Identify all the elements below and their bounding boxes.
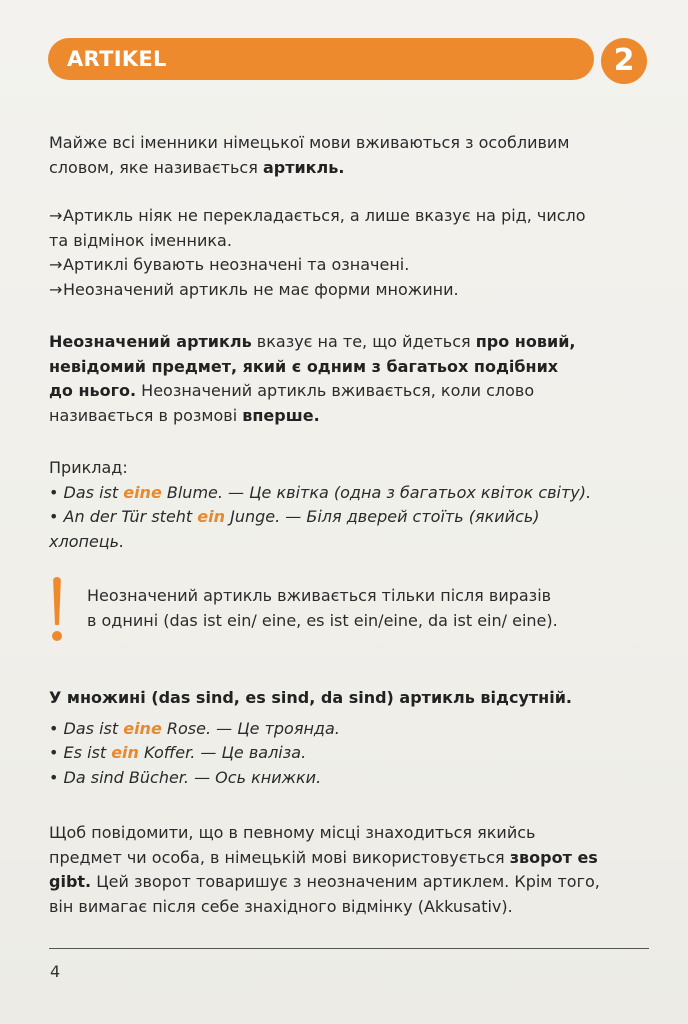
fact-item	[49, 278, 649, 303]
example-text: An der Tür steht	[63, 507, 198, 526]
arrow-icon: →	[49, 255, 63, 274]
paragraph-line	[49, 330, 649, 355]
chapter-number-badge	[601, 38, 647, 84]
example-text: Da sind Bücher. — Ось книжки.	[63, 767, 322, 787]
example-item	[49, 481, 649, 506]
example-text: Das ist	[63, 718, 124, 738]
page-number: 4	[50, 962, 61, 981]
paragraph-line	[49, 379, 649, 404]
example-heading: Приклад:	[49, 458, 128, 477]
plural-section	[49, 686, 649, 790]
section-title: ARTIKEL	[67, 47, 167, 71]
example-text: Blume. — Це квітка (одна з багатьох квіток світу).	[161, 482, 592, 502]
text: називається в розмові	[49, 405, 243, 425]
example-text: Es ist	[63, 743, 112, 762]
article-facts-list	[49, 204, 649, 302]
intro-paragraph	[49, 131, 649, 180]
example-item	[49, 766, 649, 791]
bold-term: Неозначений артикль	[49, 332, 252, 351]
example-text: Rose. — Це троянда.	[161, 718, 340, 738]
arrow-icon: →	[49, 206, 63, 225]
text: вказує на те, що йдеться	[251, 332, 476, 351]
article-highlight: eine	[123, 482, 162, 502]
intro-text: словом, яке називається	[49, 157, 263, 177]
example-text: Koffer. — Це валіза.	[138, 743, 307, 762]
example-item	[49, 741, 649, 766]
fact-text: Неозначений артикль не має форми множини.	[63, 279, 459, 299]
bullet: •	[49, 743, 59, 762]
paragraph-line	[49, 846, 649, 871]
paragraph-line	[49, 870, 649, 895]
fact-item	[49, 253, 649, 278]
section-header-bar	[48, 38, 594, 80]
example-text: Das ist	[63, 482, 124, 502]
example-item	[49, 505, 649, 530]
note-box	[87, 584, 647, 633]
bullet: •	[49, 767, 59, 787]
example-item	[49, 717, 649, 742]
fact-text: та відмінок іменника.	[49, 230, 232, 250]
bold-term: gibt.	[49, 872, 92, 891]
example-text: Junge. — Біля дверей стоїть (якийсь)	[225, 507, 540, 526]
indefinite-article-paragraph	[49, 330, 649, 428]
note-text: в однині (das ist ein/ eine, es ist ein/eine, da ist ein/ eine).	[87, 610, 558, 630]
chapter-number: 2	[613, 43, 635, 78]
example-text: хлопець.	[49, 531, 125, 551]
bold-term: вперше.	[242, 405, 320, 425]
text: Неозначений артикль вживається, коли слово	[136, 381, 535, 400]
paragraph-line	[49, 404, 649, 429]
bullet: •	[49, 507, 59, 526]
plural-heading	[49, 686, 649, 711]
fact-text: Артиклі бувають неозначені та означені.	[63, 255, 410, 274]
bullet: •	[49, 718, 59, 738]
paragraph-line	[49, 355, 649, 380]
article-highlight: eine	[123, 718, 162, 738]
example-section	[49, 456, 649, 554]
text: Цей зворот товаришує з неозначеним артиклем. Крім того,	[91, 872, 600, 891]
note-text: Неозначений артикль вживається тільки після виразів	[87, 586, 552, 605]
bullet: •	[49, 482, 59, 502]
plural-heading-text: У множині (das sind, es sind, da sind) артикль відсутній.	[49, 688, 572, 707]
paragraph-line: він вимагає після себе знахідного відмінку (Akkusativ).	[49, 896, 513, 916]
example-item	[49, 530, 649, 555]
intro-line	[49, 156, 649, 181]
fact-item	[49, 204, 649, 229]
paragraph-line: Щоб повідомити, що в певному місці знаходиться якийсь	[49, 823, 536, 842]
fact-text: Артикль ніяк не перекладається, а лише вказує на рід, число	[63, 206, 586, 225]
bold-term: невідомий предмет, який є одним з багатьох подібних	[49, 356, 559, 376]
exclamation-icon	[50, 577, 64, 643]
text: предмет чи особа, в німецькій мові використовується	[49, 847, 510, 867]
bold-term: до нього.	[49, 381, 137, 400]
article-highlight: ein	[111, 743, 139, 762]
es-gibt-paragraph	[49, 821, 649, 919]
arrow-icon: →	[49, 279, 63, 299]
bold-term: зворот es	[509, 847, 598, 867]
footer-divider	[49, 948, 649, 949]
intro-line: Майже всі іменники німецької мови вживаються з особливим	[49, 133, 570, 152]
bold-term: про новий,	[475, 332, 576, 351]
intro-term: артикль.	[262, 157, 345, 177]
article-highlight: ein	[197, 507, 226, 526]
